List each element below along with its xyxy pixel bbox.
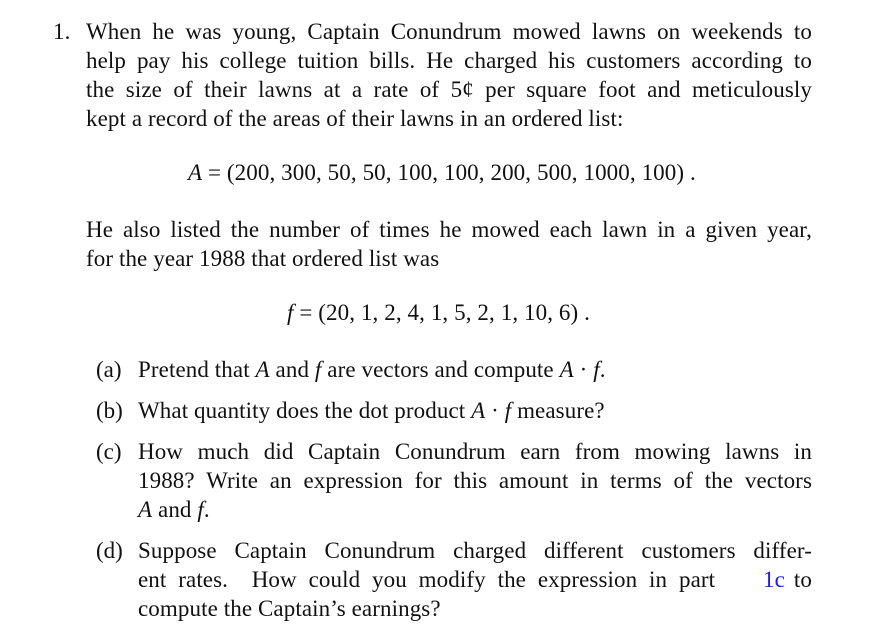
part-d-line-2 [138,565,812,595]
dot-operator: · [485,398,505,423]
var-f: f [197,497,204,522]
text: What quantity does the dot product [138,398,472,423]
part-d-line-1: Suppose Captain Conundrum charged different customers differ- [138,538,812,563]
var-A: A [471,398,486,423]
part-a-text [138,355,606,385]
part-d-line-3: compute the Captain’s earnings? [138,596,441,621]
equation-f-rhs: = (20, 1, 2, 4, 1, 5, 2, 1, 10, 6) . [293,300,590,325]
var-f: f [593,357,600,382]
intro-line-4: kept a record of the areas of their lawns in an ordered list: [86,106,624,131]
intro-line-2: help pay his college tuition bills. He charged his customers according to [86,48,812,73]
reference-group [727,565,812,595]
dot-operator: · [573,357,594,382]
var-f: f [504,398,512,423]
equation-f-lhs: f [287,300,294,325]
text: are vectors and compute [321,357,560,382]
part-c-line-3 [138,495,210,525]
var-A: A [255,357,270,382]
var-f: f [314,357,322,382]
equation-A-lhs: A [188,160,203,185]
part-c-line-2: 1988? Write an expression for this amount in terms of the vectors [138,468,812,493]
part-d-label: (d) [96,538,123,563]
text: . [599,357,606,382]
middle-line-1: He also listed the number of times he mowed each lawn in a given year, [86,217,812,242]
text: and [269,357,315,382]
equation-A-rhs: = (200, 300, 50, 50, 100, 100, 200, 500, 1000, 100) . [202,160,696,185]
part-b-text [138,396,605,426]
var-A: A [559,357,574,382]
middle-line-2: for the year 1988 that ordered list was [86,246,440,271]
part-1c-reference-link[interactable]: 1c [762,567,785,592]
intro-line-3: the size of their lawns at a rate of 5¢ per square foot and meticulously [86,77,812,102]
text: to [793,567,812,592]
part-a-label: (a) [96,357,122,382]
equation-A [188,158,696,188]
text: . [203,497,210,522]
part-b-label: (b) [96,398,123,423]
var-A: A [138,497,153,522]
problem-number: 1. [53,19,71,44]
text: ent rates. How could you modify the expression in part [138,567,727,592]
text: and [152,497,198,522]
part-c-label: (c) [96,439,122,464]
part-c-line-1: How much did Captain Conundrum earn from mowing lawns in [138,439,812,464]
intro-line-1: When he was young, Captain Conundrum mowed lawns on weekends to [86,19,812,44]
equation-f [287,298,590,328]
text: measure? [511,398,605,423]
text: Pretend that [138,357,256,382]
